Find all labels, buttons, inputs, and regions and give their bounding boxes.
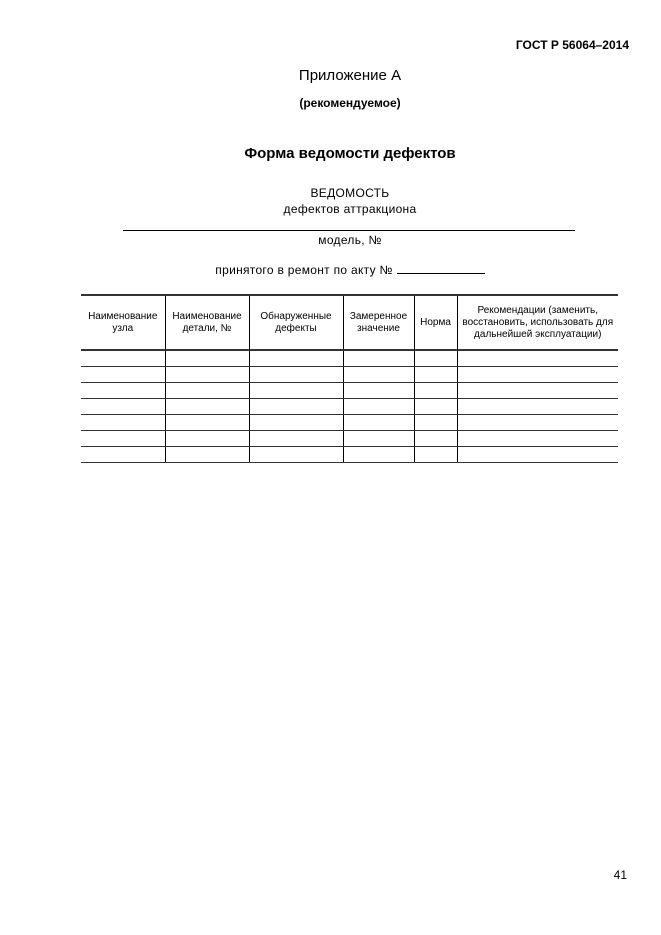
table-cell — [249, 415, 343, 431]
table-cell — [249, 367, 343, 383]
table-row — [81, 431, 618, 447]
table-cell — [165, 350, 249, 367]
table-cell — [414, 350, 457, 367]
table-row — [81, 350, 618, 367]
column-header-recommendations: Рекомендации (заменить, восстановить, использовать для дальнейшей эксплуатации) — [457, 295, 618, 350]
table-cell — [414, 367, 457, 383]
table-cell — [457, 399, 618, 415]
defects-table — [81, 294, 618, 463]
table-cell — [414, 447, 457, 463]
table-cell — [165, 383, 249, 399]
table-cell — [457, 367, 618, 383]
table-cell — [81, 415, 165, 431]
act-label: принятого в ремонт по акту № — [215, 263, 393, 277]
appendix-status: (рекомендуемое) — [299, 96, 401, 110]
attraction-name-blank — [123, 230, 575, 231]
table-cell — [414, 415, 457, 431]
form-heading: ВЕДОМОСТЬ — [310, 186, 390, 200]
standard-code: ГОСТ Р 56064–2014 — [515, 38, 629, 52]
table-body — [81, 350, 618, 463]
table-cell — [249, 383, 343, 399]
table-cell — [343, 399, 414, 415]
table-row — [81, 415, 618, 431]
table-cell — [81, 367, 165, 383]
table-cell — [457, 431, 618, 447]
table-cell — [414, 431, 457, 447]
table-header-row — [81, 295, 618, 350]
table-cell — [343, 415, 414, 431]
page-number: 41 — [613, 868, 627, 882]
table-cell — [249, 350, 343, 367]
table-cell — [414, 399, 457, 415]
table-cell — [343, 350, 414, 367]
table-row — [81, 367, 618, 383]
table-cell — [165, 367, 249, 383]
table-cell — [81, 383, 165, 399]
table-cell — [165, 399, 249, 415]
table-cell — [249, 447, 343, 463]
form-title: Форма ведомости дефектов — [244, 145, 456, 162]
table-cell — [343, 431, 414, 447]
table-cell — [81, 350, 165, 367]
table-cell — [343, 367, 414, 383]
table-cell — [81, 447, 165, 463]
act-number-line — [0, 263, 661, 277]
table-cell — [343, 447, 414, 463]
table-cell — [81, 399, 165, 415]
table-cell — [249, 399, 343, 415]
table-cell — [457, 383, 618, 399]
table-cell — [81, 431, 165, 447]
table-cell — [414, 383, 457, 399]
table-cell — [165, 415, 249, 431]
table-cell — [165, 431, 249, 447]
column-header-measured: Замеренное значение — [343, 295, 414, 350]
column-header-defects: Обнаруженные дефекты — [249, 295, 343, 350]
table-cell — [457, 415, 618, 431]
model-label: модель, № — [318, 233, 382, 247]
table-row — [81, 399, 618, 415]
column-header-part: Наименование детали, № — [165, 295, 249, 350]
table-cell — [457, 350, 618, 367]
table-row — [81, 447, 618, 463]
appendix-title: Приложение А — [298, 67, 402, 84]
table-cell — [343, 383, 414, 399]
act-number-blank — [397, 263, 485, 274]
table-cell — [457, 447, 618, 463]
table-cell — [249, 431, 343, 447]
table-row — [81, 383, 618, 399]
table-cell — [165, 447, 249, 463]
column-header-unit: Наименование узла — [81, 295, 165, 350]
column-header-norm: Норма — [414, 295, 457, 350]
form-subheading: дефектов аттракциона — [283, 202, 417, 216]
